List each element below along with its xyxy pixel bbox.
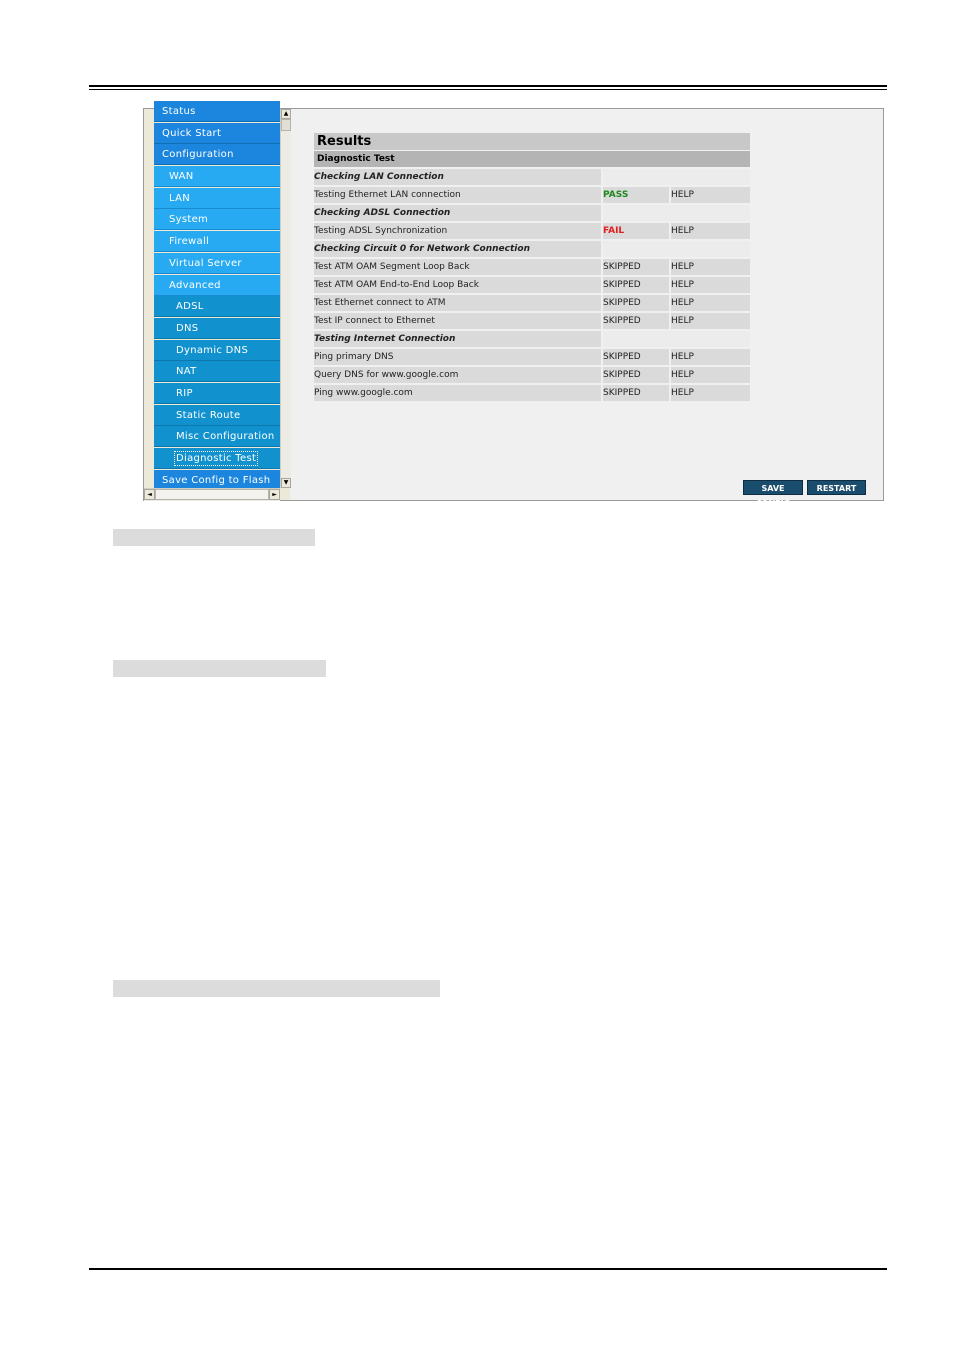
status-badge: SKIPPED xyxy=(603,298,641,308)
sidebar-item-status[interactable] xyxy=(154,101,280,122)
help-link[interactable]: HELP xyxy=(671,259,750,275)
test-status xyxy=(603,259,671,275)
sidebar-item-quick-start[interactable] xyxy=(154,123,280,144)
sidebar-item-label: NAT xyxy=(176,366,197,378)
test-status xyxy=(603,187,671,203)
table-row xyxy=(314,295,750,311)
sidebar-item-label: Save Config to Flash xyxy=(162,474,271,486)
test-label: Ping www.google.com xyxy=(314,385,603,401)
section-heading: Checking Circuit 0 for Network Connection xyxy=(314,241,603,257)
blank-cell xyxy=(603,331,750,347)
horizontal-scrollbar[interactable] xyxy=(144,488,280,501)
vertical-scroll-thumb[interactable] xyxy=(281,119,291,131)
scroll-up-icon[interactable]: ▲ xyxy=(281,109,291,119)
sidebar-item-label: Diagnostic Test xyxy=(176,453,257,464)
table-row xyxy=(314,313,750,329)
table-row xyxy=(314,187,750,203)
blank-cell xyxy=(603,205,750,221)
test-status xyxy=(603,277,671,293)
sidebar-item-label: Configuration xyxy=(162,149,234,161)
sidebar-item-lan[interactable] xyxy=(154,188,280,209)
test-label: Query DNS for www.google.com xyxy=(314,367,603,383)
scroll-right-icon[interactable]: ► xyxy=(269,489,280,500)
sidebar-item-configuration[interactable] xyxy=(154,144,280,165)
sidebar-item-label: Status xyxy=(162,106,196,117)
sidebar-item-system[interactable] xyxy=(154,209,280,230)
blank-cell xyxy=(603,241,750,257)
status-badge: SKIPPED xyxy=(603,388,641,398)
header-rule xyxy=(89,85,887,87)
test-label: Test IP connect to Ethernet xyxy=(314,313,603,329)
help-link[interactable]: HELP xyxy=(671,187,750,203)
save-config-button[interactable]: SAVE CONFIG xyxy=(743,480,803,495)
sidebar-item-label: Advanced xyxy=(169,279,221,291)
test-status xyxy=(603,313,671,329)
status-badge: SKIPPED xyxy=(603,262,641,272)
sidebar-item-label: Dynamic DNS xyxy=(176,344,249,356)
help-link[interactable]: HELP xyxy=(671,277,750,293)
results-table xyxy=(314,167,750,403)
sidebar-item-nat[interactable] xyxy=(154,361,280,382)
sidebar-item-adsl[interactable] xyxy=(154,296,280,317)
sidebar-item-rip[interactable] xyxy=(154,383,280,404)
caption-bar xyxy=(113,660,326,677)
sidebar-nav xyxy=(154,101,280,491)
diagnostic-test-heading: Diagnostic Test xyxy=(314,151,750,167)
sidebar xyxy=(144,106,290,500)
sidebar-item-label: Quick Start xyxy=(162,127,222,139)
help-link[interactable]: HELP xyxy=(671,223,750,239)
table-row xyxy=(314,349,750,365)
sidebar-item-static-route[interactable] xyxy=(154,405,280,426)
section-row xyxy=(314,169,750,185)
sidebar-item-firewall[interactable] xyxy=(154,231,280,252)
section-row xyxy=(314,205,750,221)
test-label: Test ATM OAM End-to-End Loop Back xyxy=(314,277,603,293)
vertical-scrollbar[interactable] xyxy=(280,109,291,488)
table-row xyxy=(314,259,750,275)
help-link[interactable]: HELP xyxy=(671,349,750,365)
results-panel xyxy=(314,133,750,403)
footer-rule xyxy=(89,1268,887,1270)
status-badge: SKIPPED xyxy=(603,280,641,290)
scroll-left-icon[interactable]: ◄ xyxy=(144,489,155,500)
sidebar-item-label: WAN xyxy=(169,171,194,183)
router-ui-screenshot xyxy=(143,106,884,508)
test-label: Test Ethernet connect to ATM xyxy=(314,295,603,311)
section-heading: Testing Internet Connection xyxy=(314,331,603,347)
test-label: Testing ADSL Synchronization xyxy=(314,223,603,239)
sidebar-item-label: Static Route xyxy=(176,409,241,421)
scroll-down-icon[interactable]: ▼ xyxy=(281,478,291,488)
horizontal-scroll-thumb[interactable] xyxy=(155,489,269,500)
sidebar-item-dynamic-dns[interactable] xyxy=(154,340,280,361)
sidebar-item-label: Firewall xyxy=(169,236,210,248)
sidebar-item-label: System xyxy=(169,214,209,226)
test-label: Test ATM OAM Segment Loop Back xyxy=(314,259,603,275)
test-label: Testing Ethernet LAN connection xyxy=(314,187,603,203)
status-badge: SKIPPED xyxy=(603,370,641,380)
test-status xyxy=(603,367,671,383)
section-row xyxy=(314,331,750,347)
sidebar-item-wan[interactable] xyxy=(154,166,280,187)
section-heading: Checking ADSL Connection xyxy=(314,205,603,221)
status-badge: SKIPPED xyxy=(603,316,641,326)
test-status xyxy=(603,385,671,401)
sidebar-item-misc-configuration[interactable] xyxy=(154,426,280,447)
sidebar-item-label: DNS xyxy=(176,322,199,334)
status-badge: SKIPPED xyxy=(603,352,641,362)
caption-bar xyxy=(113,529,315,546)
blank-cell xyxy=(603,169,750,185)
header-rule-thin xyxy=(89,89,887,90)
sidebar-item-advanced[interactable] xyxy=(154,275,280,296)
sidebar-item-label: ADSL xyxy=(176,301,204,313)
sidebar-item-label: Misc Configuration xyxy=(176,431,275,443)
table-row xyxy=(314,223,750,239)
test-status xyxy=(603,295,671,311)
help-link[interactable]: HELP xyxy=(671,313,750,329)
sidebar-item-label: RIP xyxy=(176,387,193,399)
status-badge: PASS xyxy=(603,190,629,200)
help-link[interactable]: HELP xyxy=(671,385,750,401)
sidebar-item-label: LAN xyxy=(169,192,191,204)
restart-button[interactable]: RESTART xyxy=(807,480,866,495)
test-status xyxy=(603,349,671,365)
test-label: Ping primary DNS xyxy=(314,349,603,365)
test-status xyxy=(603,223,671,239)
sidebar-item-dns[interactable] xyxy=(154,318,280,339)
section-row xyxy=(314,241,750,257)
table-row xyxy=(314,385,750,401)
section-heading: Checking LAN Connection xyxy=(314,169,603,185)
help-link[interactable]: HELP xyxy=(671,295,750,311)
sidebar-item-diagnostic-test[interactable] xyxy=(154,448,280,469)
caption-bar xyxy=(113,980,440,997)
table-row xyxy=(314,367,750,383)
help-link[interactable]: HELP xyxy=(671,367,750,383)
status-badge: FAIL xyxy=(603,226,625,236)
results-title: Results xyxy=(314,133,750,150)
table-row xyxy=(314,277,750,293)
sidebar-item-label: Virtual Server xyxy=(169,257,242,269)
sidebar-item-virtual-server[interactable] xyxy=(154,253,280,274)
